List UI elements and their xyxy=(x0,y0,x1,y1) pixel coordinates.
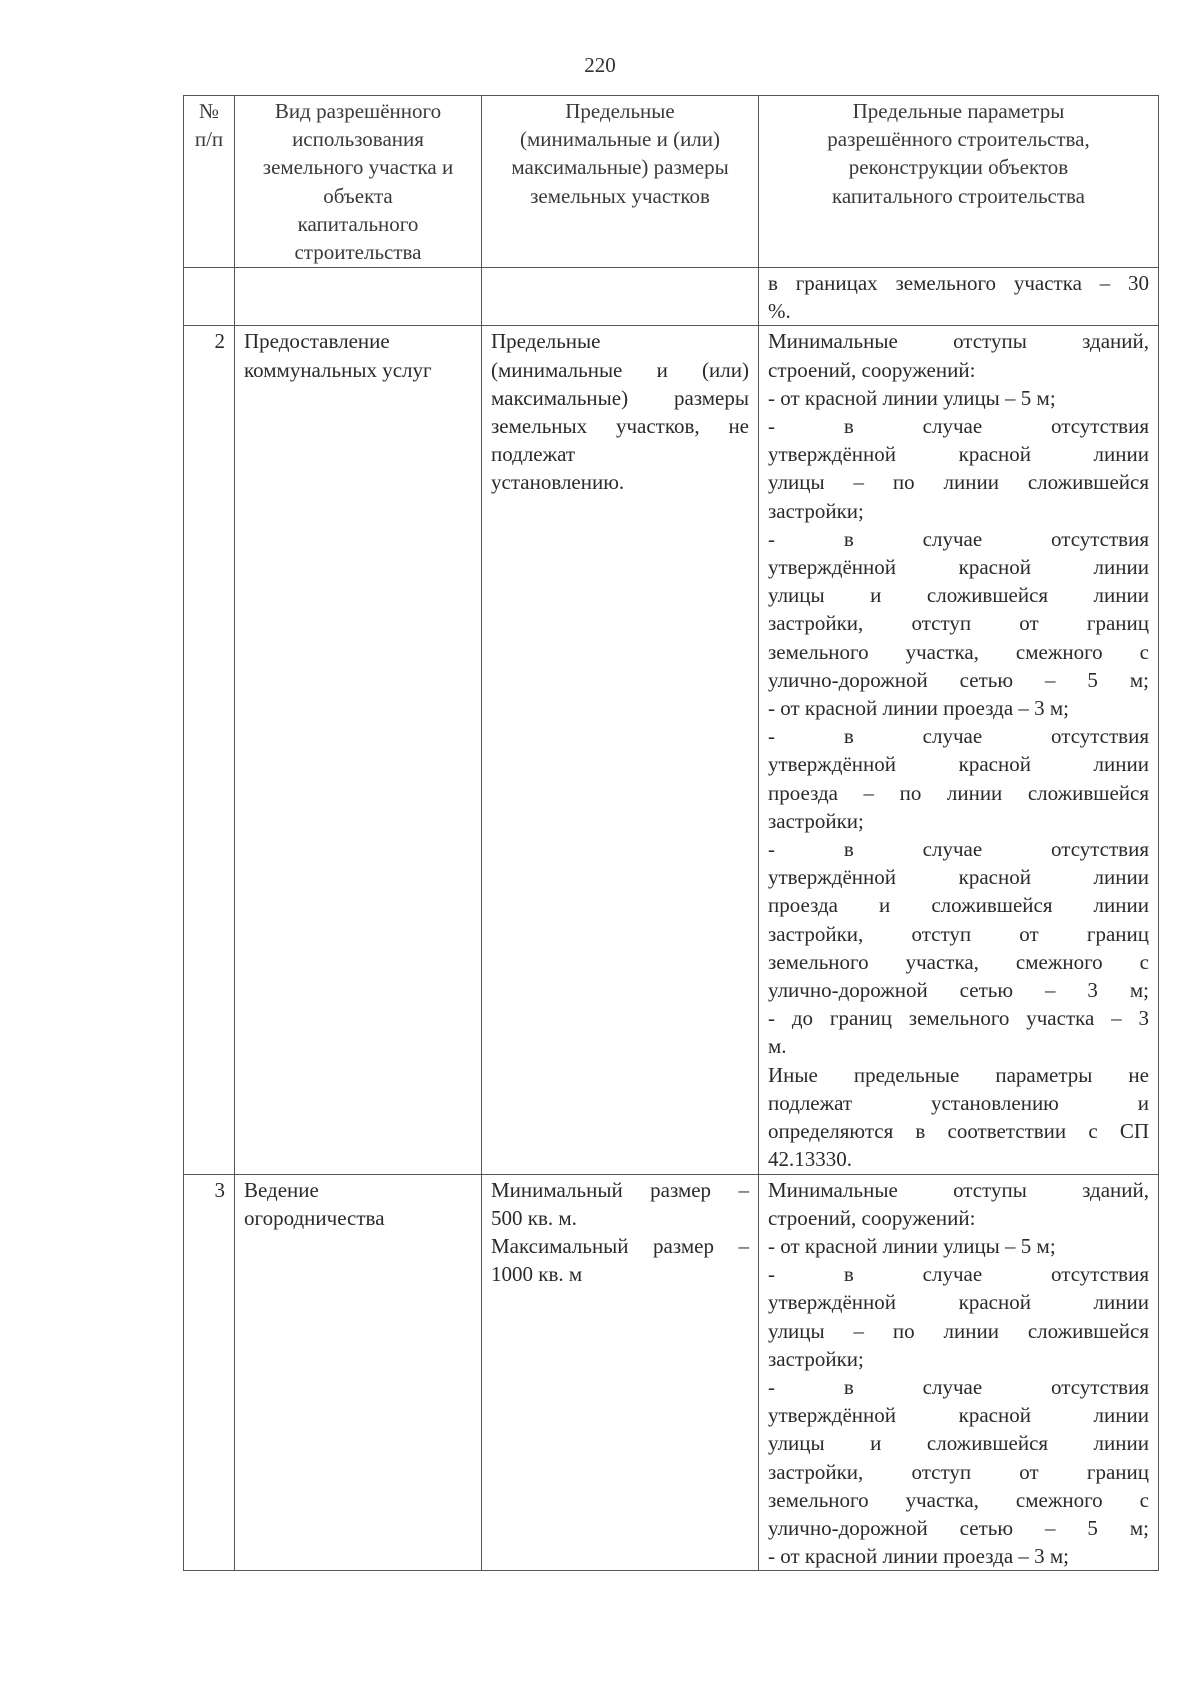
cell-permitted-use xyxy=(235,326,482,1174)
text-line: Максимальный размер – xyxy=(491,1233,749,1258)
header-line: Предельные xyxy=(565,99,675,123)
header-line: максимальные) размеры xyxy=(511,155,729,180)
text-line: - в случае отсутствия xyxy=(768,1262,1149,1287)
header-line: использования xyxy=(292,127,424,152)
header-line: объекта xyxy=(323,183,393,208)
header-line: (минимальные и (или) xyxy=(519,127,721,152)
header-line: земельного участка и xyxy=(262,155,454,180)
text-line: земельных участков, не xyxy=(491,414,749,439)
cell-plot-size xyxy=(482,1174,759,1571)
header-line: разрешённого строительства, xyxy=(827,127,1090,152)
text-line: подлежат xyxy=(491,442,576,467)
text-line: Минимальный размер – xyxy=(491,1177,749,1202)
cell-construction-params xyxy=(759,268,1159,326)
text-line: - в случае отсутствия xyxy=(768,1374,1149,1399)
text-line: определяются в соответствии с СП xyxy=(768,1119,1149,1144)
cell-construction-params xyxy=(759,1174,1159,1571)
text-line: земельного участка, смежного с xyxy=(768,639,1149,664)
header-number xyxy=(184,96,235,268)
cell-plot-size xyxy=(482,326,759,1174)
header-plot-size xyxy=(482,96,759,268)
header-construction-params xyxy=(759,96,1159,268)
header-number-line: № xyxy=(198,99,220,123)
text-line: максимальные) размеры xyxy=(491,385,749,410)
text-line: Предоставление xyxy=(244,329,390,354)
text-line: - в случае отсутствия xyxy=(768,724,1149,749)
text-line: Ведение xyxy=(244,1177,319,1202)
text-line: Предельные xyxy=(491,329,601,354)
text-line: утверждённой красной линии xyxy=(768,865,1149,890)
text-line: - от красной линии улицы – 5 м; xyxy=(768,385,1056,410)
table-row xyxy=(184,326,1159,1174)
text-line: утверждённой красной линии xyxy=(768,442,1149,467)
text-line: улично-дорожной сетью – 3 м; xyxy=(768,978,1149,1003)
text-line: Минимальные отступы зданий, xyxy=(768,1177,1149,1202)
header-number-line: п/п xyxy=(194,127,224,152)
cell-permitted-use xyxy=(235,268,482,326)
text-line: установлению. xyxy=(491,470,625,495)
text-line: утверждённой красной линии xyxy=(768,752,1149,777)
text-line: утверждённой красной линии xyxy=(768,1403,1149,1428)
text-line: - до границ земельного участка – 3 xyxy=(768,1006,1149,1031)
text-line: Минимальные отступы зданий, xyxy=(768,329,1149,354)
text-line: улицы и сложившейся линии xyxy=(768,1431,1149,1456)
text-line: улично-дорожной сетью – 5 м; xyxy=(768,1515,1149,1540)
text-line: застройки; xyxy=(768,1346,864,1371)
text-line: - от красной линии проезда – 3 м; xyxy=(768,696,1070,721)
text-line: проезда и сложившейся линии xyxy=(768,893,1149,918)
text-line: улицы и сложившейся линии xyxy=(768,583,1149,608)
text-line: строений, сооружений: xyxy=(768,1205,976,1230)
text-line: улицы – по линии сложившейся xyxy=(768,1318,1149,1343)
text-line: застройки; xyxy=(768,498,864,523)
row-number: 3 xyxy=(184,1174,235,1571)
zoning-parameters-table xyxy=(183,95,1159,1571)
text-line: подлежат установлению и xyxy=(768,1090,1149,1115)
text-line: улицы – по линии сложившейся xyxy=(768,470,1149,495)
header-permitted-use xyxy=(235,96,482,268)
text-line: - в случае отсутствия xyxy=(768,837,1149,862)
header-line: капитального строительства xyxy=(832,183,1085,208)
header-line: Вид разрешённого xyxy=(274,99,442,123)
text-line: застройки; xyxy=(768,808,864,833)
text-line: застройки, отступ от границ xyxy=(768,1459,1149,1484)
text-line: улично-дорожной сетью – 5 м; xyxy=(768,667,1149,692)
header-row xyxy=(184,96,1159,268)
text-line: - от красной линии улицы – 5 м; xyxy=(768,1233,1056,1258)
text-line: застройки, отступ от границ xyxy=(768,611,1149,636)
cell-plot-size xyxy=(482,268,759,326)
text-line: земельного участка, смежного с xyxy=(768,949,1149,974)
cell-permitted-use xyxy=(235,1174,482,1571)
page-number: 220 xyxy=(584,53,616,77)
header-line: строительства xyxy=(294,240,422,265)
text-line: 1000 кв. м xyxy=(491,1262,583,1287)
text-line: Иные предельные параметры не xyxy=(768,1062,1149,1087)
cell-construction-params xyxy=(759,326,1159,1174)
text-line: огородничества xyxy=(244,1205,385,1230)
text-line: 500 кв. м. xyxy=(491,1205,577,1230)
header-line: Предельные параметры xyxy=(852,99,1065,123)
text-line: (минимальные и (или) xyxy=(491,357,749,382)
text-line: земельного участка, смежного с xyxy=(768,1487,1149,1512)
text-line: - в случае отсутствия xyxy=(768,526,1149,551)
text-line: строений, сооружений: xyxy=(768,357,976,382)
header-line: капитального xyxy=(297,211,419,236)
cell-number xyxy=(184,268,235,326)
table-row xyxy=(184,1174,1159,1571)
row-number: 2 xyxy=(184,326,235,1174)
text-line: коммунальных услуг xyxy=(244,357,432,382)
text-line: утверждённой красной линии xyxy=(768,1290,1149,1315)
header-line: земельных участков xyxy=(530,183,710,208)
text-line: 42.13330. xyxy=(768,1147,852,1172)
text-line: в границах земельного участка – 30 xyxy=(768,271,1149,295)
text-line: - в случае отсутствия xyxy=(768,414,1149,439)
continuation-row xyxy=(184,268,1159,326)
header-line: реконструкции объектов xyxy=(848,155,1069,180)
text-line: проезда – по линии сложившейся xyxy=(768,780,1149,805)
text-line: застройки, отступ от границ xyxy=(768,921,1149,946)
text-line: - от красной линии проезда – 3 м; xyxy=(768,1544,1070,1569)
text-line: %. xyxy=(768,299,791,324)
text-line: утверждённой красной линии xyxy=(768,555,1149,580)
text-line: м. xyxy=(768,1034,787,1059)
